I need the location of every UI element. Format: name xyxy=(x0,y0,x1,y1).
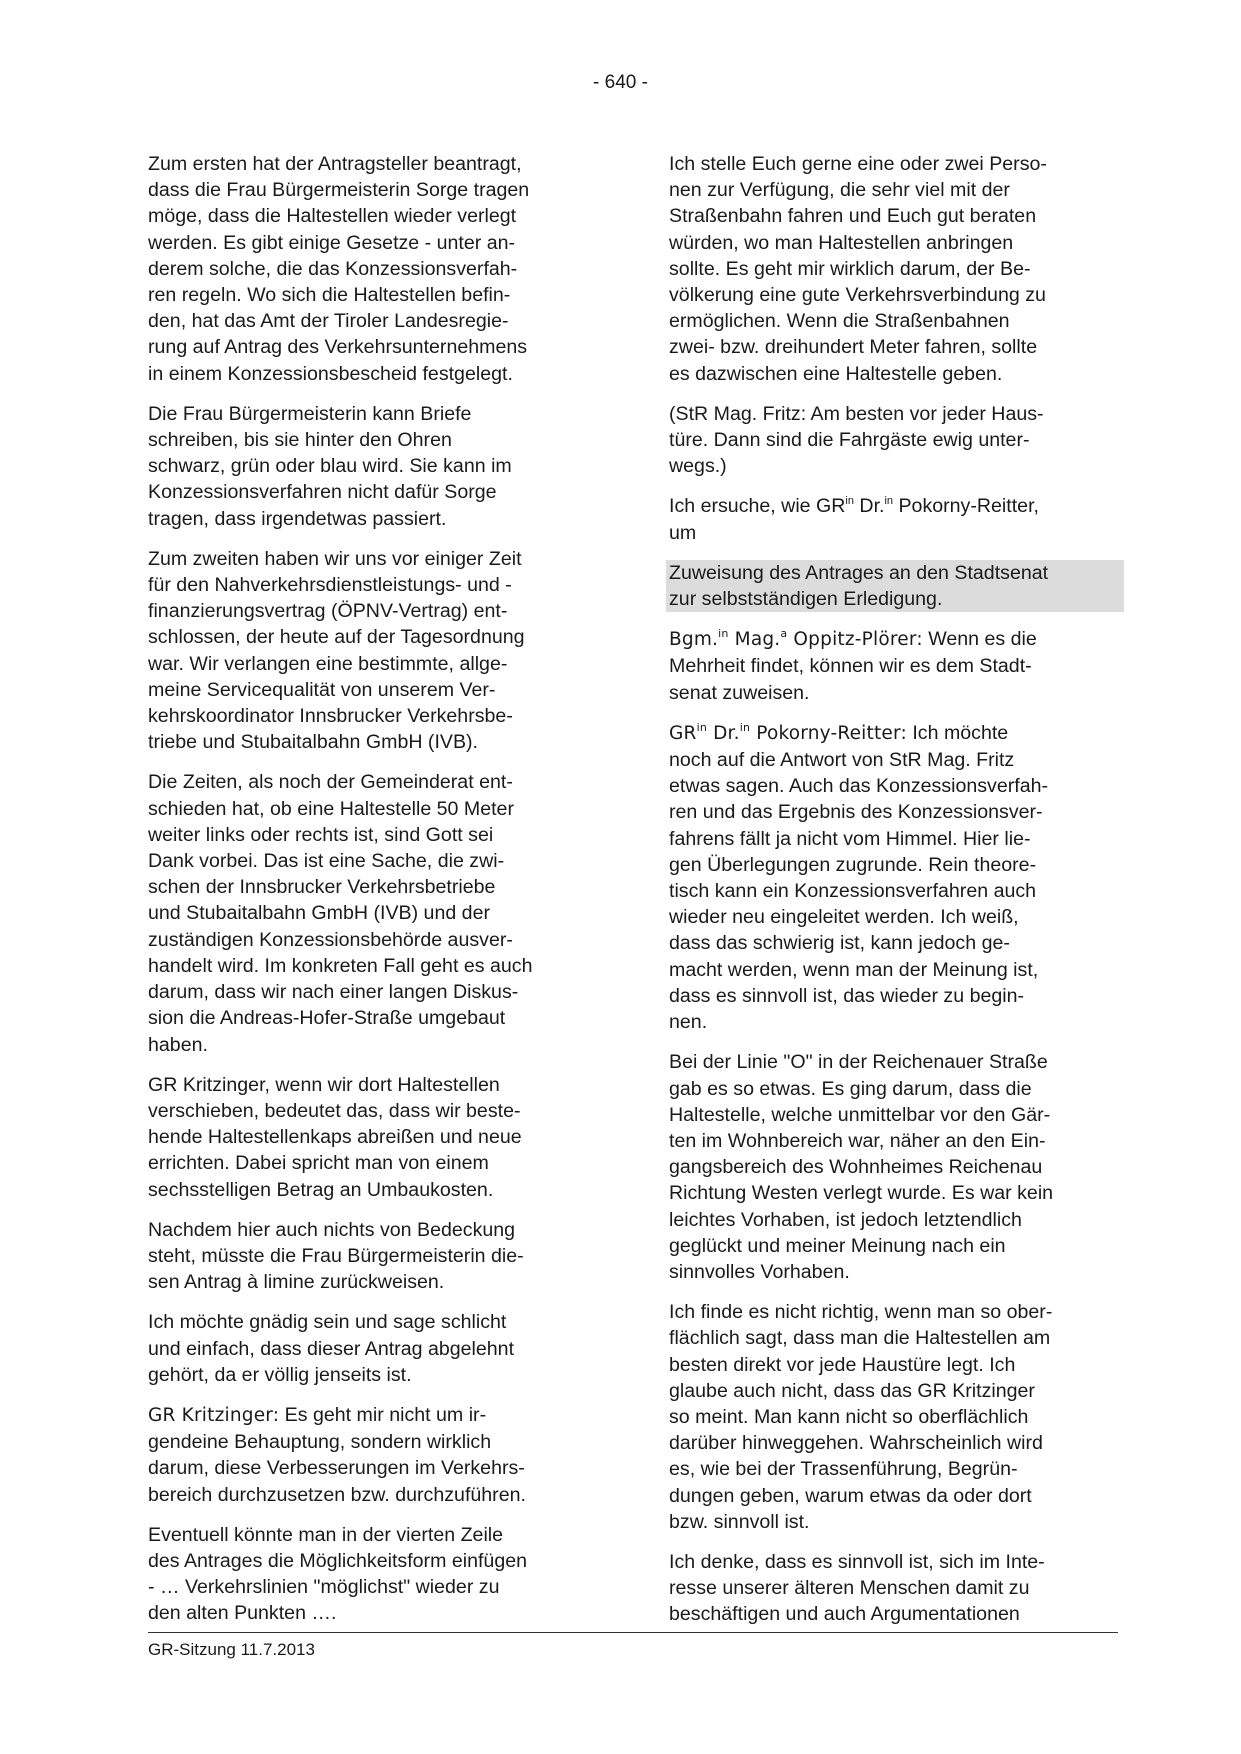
line: geglückt und meiner Meinung nach ein xyxy=(669,1234,1006,1257)
line: Nachdem hier auch nichts von Bedeckung xyxy=(148,1218,516,1241)
line: und Stubaitalbahn GmbH (IVB) und der xyxy=(148,902,491,925)
line: glaube auch nicht, dass das GR Kritzinger xyxy=(669,1379,1035,1402)
line-text: Ich möchte xyxy=(906,721,1009,744)
paragraph xyxy=(148,151,600,387)
line: gehört, da er völlig jenseits ist. xyxy=(148,1363,412,1386)
paragraph xyxy=(148,769,600,1057)
line xyxy=(669,720,1121,747)
line: flächlich sagt, dass man die Haltestellen am xyxy=(669,1327,1051,1350)
line: verschieben, bedeutet das, dass wir beste- xyxy=(148,1099,521,1122)
line: zuständigen Konzessionsbehörde ausver- xyxy=(148,928,513,951)
line: rung auf Antrag des Verkehrsunternehmens xyxy=(148,336,528,359)
line: Zum ersten hat der Antragsteller beantragt, xyxy=(148,153,522,175)
line: schlossen, der heute auf der Tagesordnung xyxy=(148,626,525,649)
line: Konzessionsverfahren nicht dafür Sorge xyxy=(148,481,497,504)
line: Zuweisung des Antrages an den Stadtsenat xyxy=(669,561,1049,584)
line: würden, wo man Haltestellen anbringen xyxy=(669,231,1014,254)
line: dass es sinnvoll ist, das wieder zu begin- xyxy=(669,984,1025,1007)
line xyxy=(669,626,1121,653)
line-text: Pokorny-Reitter, xyxy=(893,495,1039,518)
line: leichtes Vorhaben, ist jedoch letztendlich xyxy=(669,1208,1022,1231)
speaker-paragraph xyxy=(148,1402,600,1508)
line: nen zur Verfügung, die sehr viel mit der xyxy=(669,179,1010,202)
line: ermöglichen. Wenn die Straßenbahnen xyxy=(669,310,1010,333)
speaker-name xyxy=(669,629,923,650)
paragraph xyxy=(669,1549,1121,1628)
line: resse unserer älteren Menschen damit zu xyxy=(669,1577,1030,1600)
speaker-part: Bgm. xyxy=(669,629,719,651)
line: ten im Wohnbereich war, näher an den Ein- xyxy=(669,1129,1046,1152)
line: des Antrages die Möglichkeitsform einfügen xyxy=(148,1549,528,1572)
superscript: in xyxy=(739,720,751,734)
speaker-paragraph xyxy=(669,626,1121,706)
line: bzw. sinnvoll ist. xyxy=(669,1510,810,1533)
line: darum, diese Verbesserungen im Verkehrs- xyxy=(148,1457,525,1480)
line: darum, dass wir nach einer langen Diskus- xyxy=(148,981,519,1004)
line: Mehrheit findet, können wir es dem Stadt- xyxy=(669,655,1032,678)
line: triebe und Stubaitalbahn GmbH (IVB). xyxy=(148,731,479,754)
line: wieder neu eingeleitet werden. Ich weiß, xyxy=(669,906,1019,929)
superscript: in xyxy=(884,495,894,508)
line: tragen, dass irgendetwas passiert. xyxy=(148,507,447,530)
right-column xyxy=(669,151,1121,1642)
line: Ich denke, dass es sinnvoll ist, sich im Inte- xyxy=(669,1550,1045,1573)
line-text: Dr. xyxy=(853,495,885,518)
line: und einfach, dass dieser Antrag abgelehnt xyxy=(148,1337,515,1360)
line: ren regeln. Wo sich die Haltestellen befin- xyxy=(148,284,511,307)
line: sechsstelligen Betrag an Umbaukosten. xyxy=(148,1178,494,1201)
line: um xyxy=(669,521,697,544)
interjection xyxy=(669,401,1121,480)
line: sinnvolles Vorhaben. xyxy=(669,1260,850,1283)
line: war. Wir verlangen eine bestimmte, allge- xyxy=(148,652,508,675)
paragraph xyxy=(669,493,1121,545)
line: errichten. Dabei spricht man von einem xyxy=(148,1152,489,1175)
line: handelt wird. Im konkreten Fall geht es auch xyxy=(148,954,533,977)
line: weiter links oder rechts ist, sind Gott sei xyxy=(148,823,494,846)
line: beschäftigen und auch Argumentationen xyxy=(669,1603,1020,1626)
speaker-part: GR xyxy=(669,722,697,744)
line: Ich möchte gnädig sein und sage schlicht xyxy=(148,1311,507,1334)
paragraph xyxy=(148,546,600,756)
superscript: in xyxy=(696,720,708,734)
line: nen. xyxy=(669,1011,708,1034)
speaker-part: Mag. xyxy=(728,629,781,651)
speaker-paragraph xyxy=(669,720,1121,1035)
line: sen Antrag à limine zurückweisen. xyxy=(148,1271,445,1294)
line xyxy=(148,1402,600,1429)
line: gab es so etwas. Es ging darum, dass die xyxy=(669,1077,1032,1100)
line: gangsbereich des Wohnheimes Reichenau xyxy=(669,1156,1043,1179)
speaker-name: GR Kritzinger: xyxy=(148,1404,280,1426)
line: Die Frau Bürgermeisterin kann Briefe xyxy=(148,402,472,425)
line: den, hat das Amt der Tiroler Landesregie- xyxy=(148,310,509,333)
line: bereich durchzusetzen bzw. durchzuführen. xyxy=(148,1483,526,1506)
line: türe. Dann sind die Fahrgäste ewig unter- xyxy=(669,429,1030,452)
line: für den Nahverkehrsdienstleistungs- und - xyxy=(148,574,512,597)
line: haben. xyxy=(148,1033,208,1056)
line: dass das schwierig ist, kann jedoch ge- xyxy=(669,932,1010,955)
speaker-part: Dr. xyxy=(707,722,740,744)
line: noch auf die Antwort von StR Mag. Fritz xyxy=(669,749,1015,772)
line: es, wie bei der Trassenführung, Begrün- xyxy=(669,1458,1018,1481)
line: gendeine Behauptung, sondern wirklich xyxy=(148,1431,492,1454)
motion-highlight xyxy=(666,560,1124,612)
line: fahrens fällt ja nicht vom Himmel. Hier lie- xyxy=(669,827,1031,850)
line: zwei- bzw. dreihundert Meter fahren, sollte xyxy=(669,336,1038,359)
paragraph xyxy=(148,1072,600,1203)
paragraph xyxy=(148,1217,600,1296)
line: möge, dass die Haltestellen wieder verlegt xyxy=(148,205,517,228)
line: darüber hinweggehen. Wahrscheinlich wird xyxy=(669,1432,1043,1455)
line: Straßenbahn fahren und Euch gut beraten xyxy=(669,205,1037,228)
line: - … Verkehrslinien "möglichst" wieder zu xyxy=(148,1576,500,1599)
line: etwas sagen. Auch das Konzessionsverfah- xyxy=(669,775,1049,798)
line: dungen geben, warum etwas da oder dort xyxy=(669,1484,1032,1507)
line: dass die Frau Bürgermeisterin Sorge tragen xyxy=(148,179,530,202)
line: ren und das Ergebnis des Konzessionsver- xyxy=(669,801,1043,824)
line: Bei der Linie "O" in der Reichenauer Straße xyxy=(669,1051,1048,1074)
line: macht werden, wenn man der Meinung ist, xyxy=(669,958,1039,981)
page-number: - 640 - xyxy=(593,72,648,93)
line-text: Ich ersuche, wie GR xyxy=(669,495,846,518)
paragraph xyxy=(148,1522,600,1627)
line: werden. Es gibt einige Gesetze - unter an- xyxy=(148,231,516,254)
line: GR Kritzinger, wenn wir dort Haltestellen xyxy=(148,1073,500,1096)
paragraph xyxy=(148,1309,600,1388)
line: schreiben, bis sie hinter den Ohren xyxy=(148,429,452,452)
superscript: a xyxy=(780,627,788,640)
line: Dank vorbei. Das ist eine Sache, die zwi- xyxy=(148,850,505,873)
superscript: in xyxy=(845,495,854,508)
footer-text: GR-Sitzung 11.7.2013 xyxy=(148,1640,315,1659)
line: finanzierungsvertrag (ÖPNV-Vertrag) ent- xyxy=(148,600,508,623)
line: Haltestelle, welche unmittelbar vor den Gär- xyxy=(669,1103,1051,1126)
paragraph xyxy=(148,401,600,532)
line: es dazwischen eine Haltestelle geben. xyxy=(669,362,1003,385)
line: derem solche, die das Konzessionsverfah- xyxy=(148,257,518,280)
line: gen Überlegungen zugrunde. Rein theore- xyxy=(669,853,1037,876)
line xyxy=(669,493,1121,519)
line: kehrskoordinator Innsbrucker Verkehrsbe- xyxy=(148,705,513,728)
left-column xyxy=(148,151,600,1641)
footer-divider xyxy=(148,1632,1118,1633)
line: steht, müsste die Frau Bürgermeisterin die- xyxy=(148,1244,524,1267)
line: zur selbstständigen Erledigung. xyxy=(669,588,943,611)
superscript: in xyxy=(718,627,729,640)
line: schen der Innsbrucker Verkehrsbetriebe xyxy=(148,876,496,899)
speaker-part: Oppitz-Plörer: xyxy=(787,629,923,651)
line: wegs.) xyxy=(669,455,727,478)
line: tisch kann ein Konzessionsverfahren auch xyxy=(669,880,1037,903)
line: sollte. Es geht mir wirklich darum, der Be- xyxy=(669,257,1031,280)
line: Eventuell könnte man in der vierten Zeile xyxy=(148,1523,504,1546)
line: sion die Andreas-Hofer-Straße umgebaut xyxy=(148,1007,506,1030)
speaker-name xyxy=(669,720,907,744)
paragraph xyxy=(669,151,1121,387)
line: hende Haltestellenkaps abreißen und neue xyxy=(148,1126,522,1149)
line: besten direkt vor jede Haustüre legt. Ich xyxy=(669,1353,1016,1376)
line-text: Es geht mir nicht um ir- xyxy=(284,1403,487,1426)
line: so meint. Man kann nicht so oberflächlich xyxy=(669,1405,1029,1428)
line: Richtung Westen verlegt wurde. Es war kein xyxy=(669,1182,1054,1205)
paragraph xyxy=(669,1299,1121,1535)
line: meine Servicequalität von unserem Ver- xyxy=(148,678,496,701)
line: in einem Konzessionsbescheid festgelegt. xyxy=(148,362,513,385)
line: Ich stelle Euch gerne eine oder zwei Perso- xyxy=(669,153,1047,175)
line: Die Zeiten, als noch der Gemeinderat ent- xyxy=(148,771,513,794)
line: völkerung eine gute Verkehrsverbindung zu xyxy=(669,284,1046,307)
line: Ich finde es nicht richtig, wenn man so ober- xyxy=(669,1301,1053,1324)
line: schwarz, grün oder blau wird. Sie kann im xyxy=(148,455,512,478)
line: schieden hat, ob eine Haltestelle 50 Meter xyxy=(148,797,514,820)
speaker-part: Pokorny-Reitter: xyxy=(750,722,907,744)
line: Zum zweiten haben wir uns vor einiger Zeit xyxy=(148,547,522,570)
line: senat zuweisen. xyxy=(669,681,810,704)
paragraph xyxy=(669,1049,1121,1285)
line-text: Wenn es die xyxy=(922,628,1037,651)
line: (StR Mag. Fritz: Am besten vor jeder Haus- xyxy=(669,402,1044,425)
line: den alten Punkten …. xyxy=(148,1602,337,1625)
